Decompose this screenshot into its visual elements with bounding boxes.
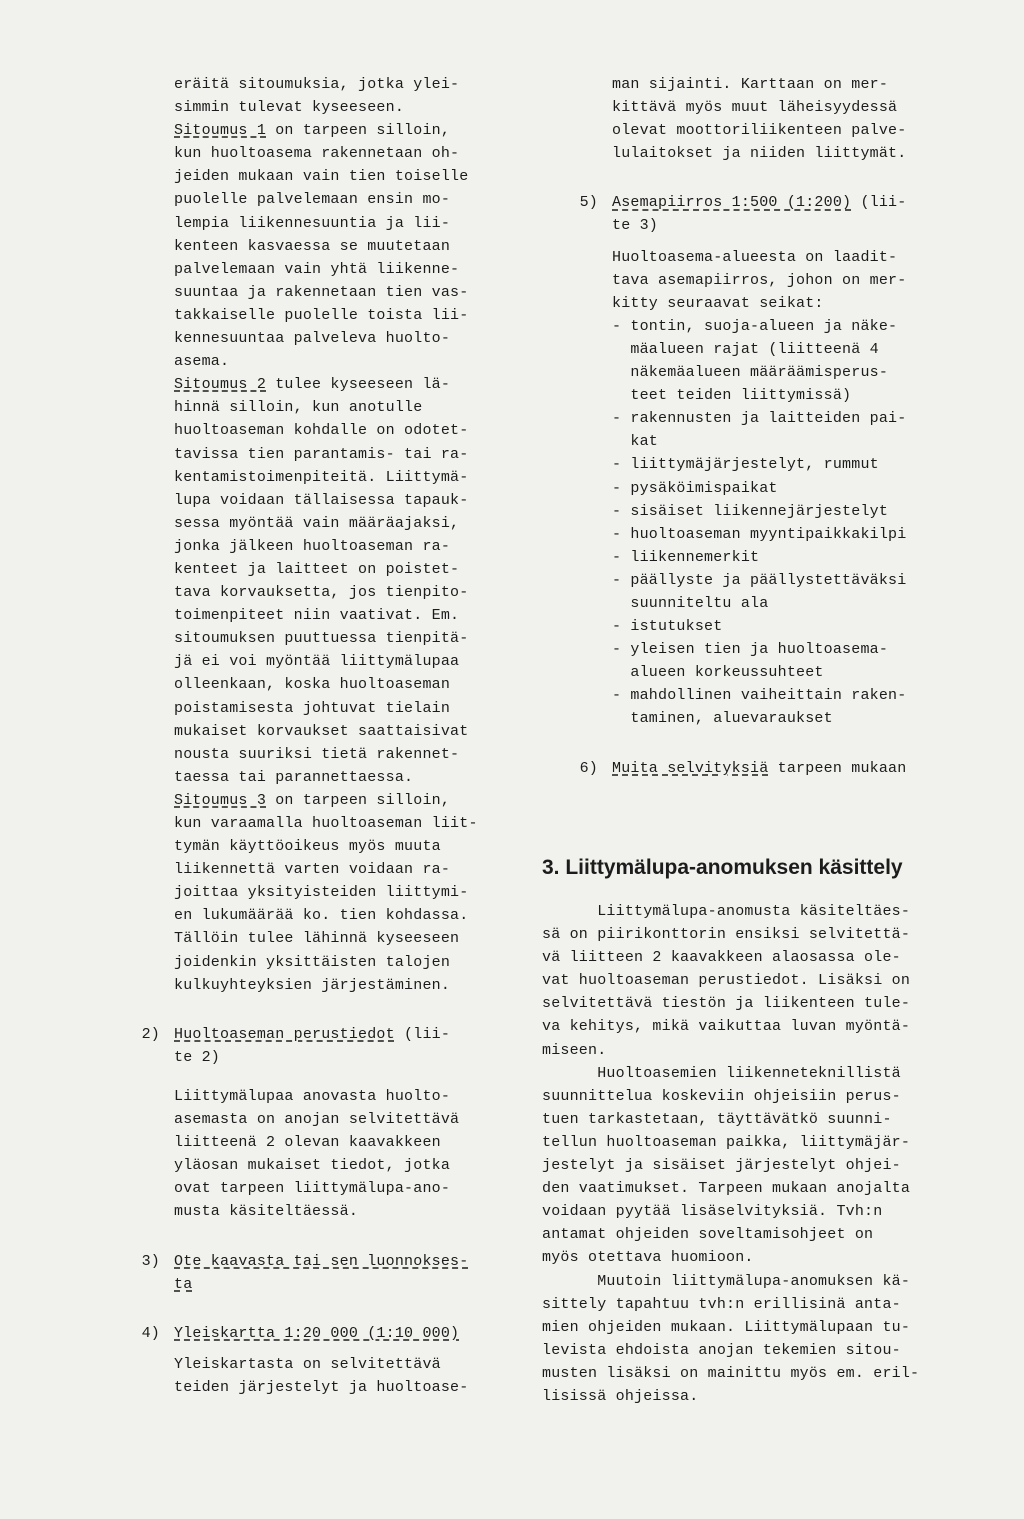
text-line: palvelemaan vain yhtä liikenne- bbox=[174, 260, 460, 278]
bullet-line: - rakennusten ja laitteiden pai- bbox=[612, 410, 907, 428]
text-line: Liittymälupa-anomusta käsiteltäes- bbox=[542, 903, 911, 920]
bullet-line: - yleisen tien ja huoltoasema- bbox=[612, 641, 889, 659]
text-line: sä on piirikonttorin ensiksi selvitettä- bbox=[542, 926, 911, 944]
map-continuation-paragraph bbox=[612, 73, 952, 165]
sitoumus-3-paragraph bbox=[174, 789, 504, 997]
text-line: kennesuuntaa palveleva huolto- bbox=[174, 330, 451, 348]
left-column bbox=[141, 73, 504, 1399]
text-line: Tällöin tulee lähinnä kyseeseen bbox=[174, 930, 460, 948]
bullet-line: - mahdollinen vaiheittain raken- bbox=[612, 687, 907, 705]
text-line: levista ehdoista anojan tekemien sitou- bbox=[542, 1341, 901, 1359]
item-4 bbox=[141, 1322, 504, 1399]
bullet-line: - istutukset bbox=[612, 618, 723, 636]
bullet-item bbox=[612, 684, 952, 730]
text-line: lulaitokset ja niiden liittymät. bbox=[612, 145, 907, 163]
text-line: kulkuyhteyksien järjestäminen. bbox=[174, 976, 451, 994]
text-line: olleenkaan, koska huoltoaseman bbox=[174, 676, 451, 694]
text-line: takkaiselle puolelle toista lii- bbox=[174, 306, 469, 324]
bullet-item bbox=[612, 315, 952, 407]
bullet-line: - liittymäjärjestelyt, rummut bbox=[612, 456, 879, 474]
item-6-title-rest: tarpeen mukaan bbox=[768, 759, 907, 777]
text-line: tellun huoltoaseman paikka, liittymäjär- bbox=[542, 1133, 911, 1151]
text-line: voidaan pyytää lisäselvityksiä. Tvh:n bbox=[542, 1203, 883, 1221]
text-line: miseen. bbox=[542, 1041, 607, 1059]
text-line: liitteenä 2 olevan kaavakkeen bbox=[174, 1134, 441, 1152]
item-4-number: 4) bbox=[141, 1324, 160, 1342]
bullet-line: - pysäköimispaikat bbox=[612, 479, 778, 497]
section-3-paragraph bbox=[542, 900, 932, 1062]
text-line: Muutoin liittymälupa-anomuksen kä- bbox=[542, 1272, 911, 1290]
text-line: kittävä myös muut läheisyydessä bbox=[612, 99, 898, 117]
text-line: toimenpiteet niin vaativat. Em. bbox=[174, 607, 460, 625]
bullet-line: taminen, aluevaraukset bbox=[612, 710, 833, 728]
sitoumus-2-first-line: tulee kyseeseen lä- bbox=[266, 376, 451, 394]
text-line: vat huoltoaseman perustiedot. Lisäksi on bbox=[542, 972, 911, 990]
bullet-line: suunniteltu ala bbox=[612, 594, 769, 612]
text-line: poistamisesta johtuvat tielain bbox=[174, 699, 451, 717]
text-line: kenteet ja laitteet on poistet- bbox=[174, 560, 460, 578]
text-line: antamat ohjeiden soveltamisohjeet on bbox=[542, 1226, 874, 1244]
right-column bbox=[579, 73, 952, 780]
item-3-title-line2: ta bbox=[174, 1275, 193, 1293]
text-line: mukaiset korvaukset saattaisivat bbox=[174, 722, 469, 740]
text-line: ovat tarpeen liittymälupa-ano- bbox=[174, 1180, 451, 1198]
text-line: jestelyt ja sisäiset järjestelyt ohjei- bbox=[542, 1157, 901, 1175]
text-line: hinnä silloin, kun anotulle bbox=[174, 399, 423, 417]
bullet-line: näkemäalueen määräämisperus- bbox=[612, 364, 889, 382]
text-line: teiden järjestelyt ja huoltoase- bbox=[174, 1378, 469, 1396]
text-line: sessa myöntää vain määräajaksi, bbox=[174, 514, 460, 532]
item-5-title-line2: te 3) bbox=[612, 217, 659, 235]
text-line: jä ei voi myöntää liittymälupaa bbox=[174, 653, 460, 671]
text-line: liikennettä varten voidaan ra- bbox=[174, 861, 451, 879]
sitoumus-2-label: Sitoumus 2 bbox=[174, 376, 267, 394]
text-line: suuntaa ja rakennetaan tien vas- bbox=[174, 283, 469, 301]
item-6-number: 6) bbox=[579, 759, 598, 777]
text-line: sitoumuksen puuttuessa tienpitä- bbox=[174, 630, 469, 648]
item-6-title: Muita selvityksiä bbox=[612, 759, 769, 777]
intro-paragraph bbox=[174, 73, 504, 119]
bullet-line: - sisäiset liikennejärjestelyt bbox=[612, 502, 889, 520]
text-line: kenteen kasvaessa se muutetaan bbox=[174, 237, 451, 255]
text-line: lisissä ohjeissa. bbox=[542, 1387, 699, 1405]
text-line: lupa voidaan tällaisessa tapauk- bbox=[174, 491, 469, 509]
text-line: Huoltoasema-alueesta on laadit- bbox=[612, 248, 898, 266]
site-plan-bullet-list bbox=[612, 315, 952, 731]
text-line: va kehitys, mikä vaikuttaa luvan myöntä- bbox=[542, 1018, 911, 1036]
text-line: asema. bbox=[174, 353, 230, 371]
text-line: yläosan mukaiset tiedot, jotka bbox=[174, 1157, 451, 1175]
text-line: joittaa yksityisteiden liittymi- bbox=[174, 884, 469, 902]
text-line: nousta suuriksi tietä rakennet- bbox=[174, 745, 460, 763]
text-line: lempia liikennesuuntia ja lii- bbox=[174, 214, 451, 232]
bullet-line: - liikennemerkit bbox=[612, 548, 760, 566]
item-5-number: 5) bbox=[579, 194, 598, 212]
bullet-line: - päällyste ja päällystettäväksi bbox=[612, 571, 907, 589]
text-line: tava korvauksetta, jos tienpito- bbox=[174, 584, 469, 602]
bullet-item bbox=[612, 615, 952, 638]
text-line: vä liitteen 2 kaavakkeen alaosassa ole- bbox=[542, 949, 901, 967]
text-line: huoltoaseman kohdalle on odotet- bbox=[174, 422, 469, 440]
text-line: puolelle palvelemaan ensin mo- bbox=[174, 191, 451, 209]
item-3 bbox=[141, 1250, 504, 1296]
item-2 bbox=[141, 1023, 504, 1224]
text-line: tymän käyttöoikeus myös muuta bbox=[174, 838, 441, 856]
item-4-title: Yleiskartta 1:20 000 (1:10 000) bbox=[174, 1324, 460, 1342]
item-5-title-rest: (lii- bbox=[851, 194, 907, 212]
text-line: tuen tarkastetaan, täyttävätkö suunni- bbox=[542, 1110, 892, 1128]
sitoumus-2-paragraph bbox=[174, 373, 504, 789]
section-3-paragraph bbox=[542, 1270, 932, 1409]
text-line: Yleiskartasta on selvitettävä bbox=[174, 1355, 441, 1373]
bullet-item bbox=[612, 500, 952, 523]
text-line: tava asemapiirros, johon on mer- bbox=[612, 271, 907, 289]
text-line: Huoltoasemien liikenneteknillistä bbox=[542, 1064, 901, 1082]
item-3-number: 3) bbox=[141, 1252, 160, 1270]
sitoumus-1-paragraph bbox=[174, 119, 504, 373]
text-line: musten lisäksi on mainittu myös em. eril- bbox=[542, 1364, 920, 1382]
bullet-line: kat bbox=[612, 433, 659, 451]
sitoumus-1-label: Sitoumus 1 bbox=[174, 122, 267, 140]
bullet-line: - huoltoaseman myyntipaikkakilpi bbox=[612, 525, 907, 543]
text-line: jonka jälkeen huoltoaseman ra- bbox=[174, 537, 451, 555]
section-3-paragraph bbox=[542, 1062, 932, 1270]
bullet-line: mäalueen rajat (liitteenä 4 bbox=[612, 340, 879, 358]
item-2-number: 2) bbox=[141, 1025, 160, 1043]
text-line: kentamistoimenpiteitä. Liittymä- bbox=[174, 468, 469, 486]
section-3-body bbox=[542, 900, 932, 1408]
text-line: jeiden mukaan vain tien toiselle bbox=[174, 168, 469, 186]
bullet-item bbox=[612, 453, 952, 476]
bullet-item bbox=[612, 523, 952, 546]
text-line: den vaatimukset. Tarpeen mukaan anojalta bbox=[542, 1180, 911, 1198]
text-line: myös otettava huomioon. bbox=[542, 1249, 754, 1267]
text-line: kitty seuraavat seikat: bbox=[612, 294, 824, 312]
item-2-title: Huoltoaseman perustiedot bbox=[174, 1025, 395, 1043]
text-line: taessa tai parannettaessa. bbox=[174, 768, 414, 786]
bullet-item bbox=[612, 546, 952, 569]
text-line: musta käsiteltäessä. bbox=[174, 1203, 359, 1221]
section-3-heading: 3. Liittymälupa-anomuksen käsittely bbox=[542, 856, 903, 879]
text-line: joidenkin yksittäisten talojen bbox=[174, 953, 451, 971]
text-line: suunnittelua koskeviin ohjeisiin perus- bbox=[542, 1087, 901, 1105]
item-6 bbox=[579, 757, 952, 780]
text-line: eräitä sitoumuksia, jotka ylei- bbox=[174, 76, 460, 93]
text-line: selvitettävä tiestön ja liikenteen tule- bbox=[542, 995, 911, 1013]
bullet-item bbox=[612, 638, 952, 684]
bullet-line: alueen korkeussuhteet bbox=[612, 664, 824, 682]
bullet-line: teet teiden liittymissä) bbox=[612, 387, 852, 405]
item-2-title-rest: (lii- bbox=[394, 1025, 451, 1043]
item-3-title-line1: Ote kaavasta tai sen luonnokses- bbox=[174, 1252, 469, 1270]
text-line: asemasta on anojan selvitettävä bbox=[174, 1111, 460, 1129]
text-line: man sijainti. Karttaan on mer- bbox=[612, 76, 889, 93]
text-line: en lukumäärää ko. tien kohdassa. bbox=[174, 907, 469, 925]
text-line: Liittymälupaa anovasta huolto- bbox=[174, 1087, 451, 1105]
item-2-title-line2: te 2) bbox=[174, 1048, 221, 1066]
text-line: simmin tulevat kyseeseen. bbox=[174, 99, 405, 117]
text-line: sittely tapahtuu tvh:n erillisinä anta- bbox=[542, 1295, 901, 1313]
bullet-item bbox=[612, 407, 952, 453]
sitoumus-1-first-line: on tarpeen silloin, bbox=[266, 122, 451, 140]
text-line: mien ohjeiden mukaan. Liittymälupaan tu- bbox=[542, 1318, 911, 1336]
item-5 bbox=[579, 191, 952, 730]
text-line: kun huoltoasema rakennetaan oh- bbox=[174, 145, 460, 163]
text-line: tavissa tien parantamis- tai ra- bbox=[174, 445, 469, 463]
sitoumus-3-label: Sitoumus 3 bbox=[174, 791, 267, 809]
bullet-line: - tontin, suoja-alueen ja näke- bbox=[612, 317, 898, 335]
bullet-item bbox=[612, 477, 952, 500]
sitoumus-3-first-line: on tarpeen silloin, bbox=[266, 791, 451, 809]
text-line: olevat moottoriliikenteen palve- bbox=[612, 122, 907, 140]
text-line: kun varaamalla huoltoaseman liit- bbox=[174, 815, 478, 832]
item-5-title: Asemapiirros 1:500 (1:200) bbox=[612, 194, 852, 212]
bullet-item bbox=[612, 569, 952, 615]
